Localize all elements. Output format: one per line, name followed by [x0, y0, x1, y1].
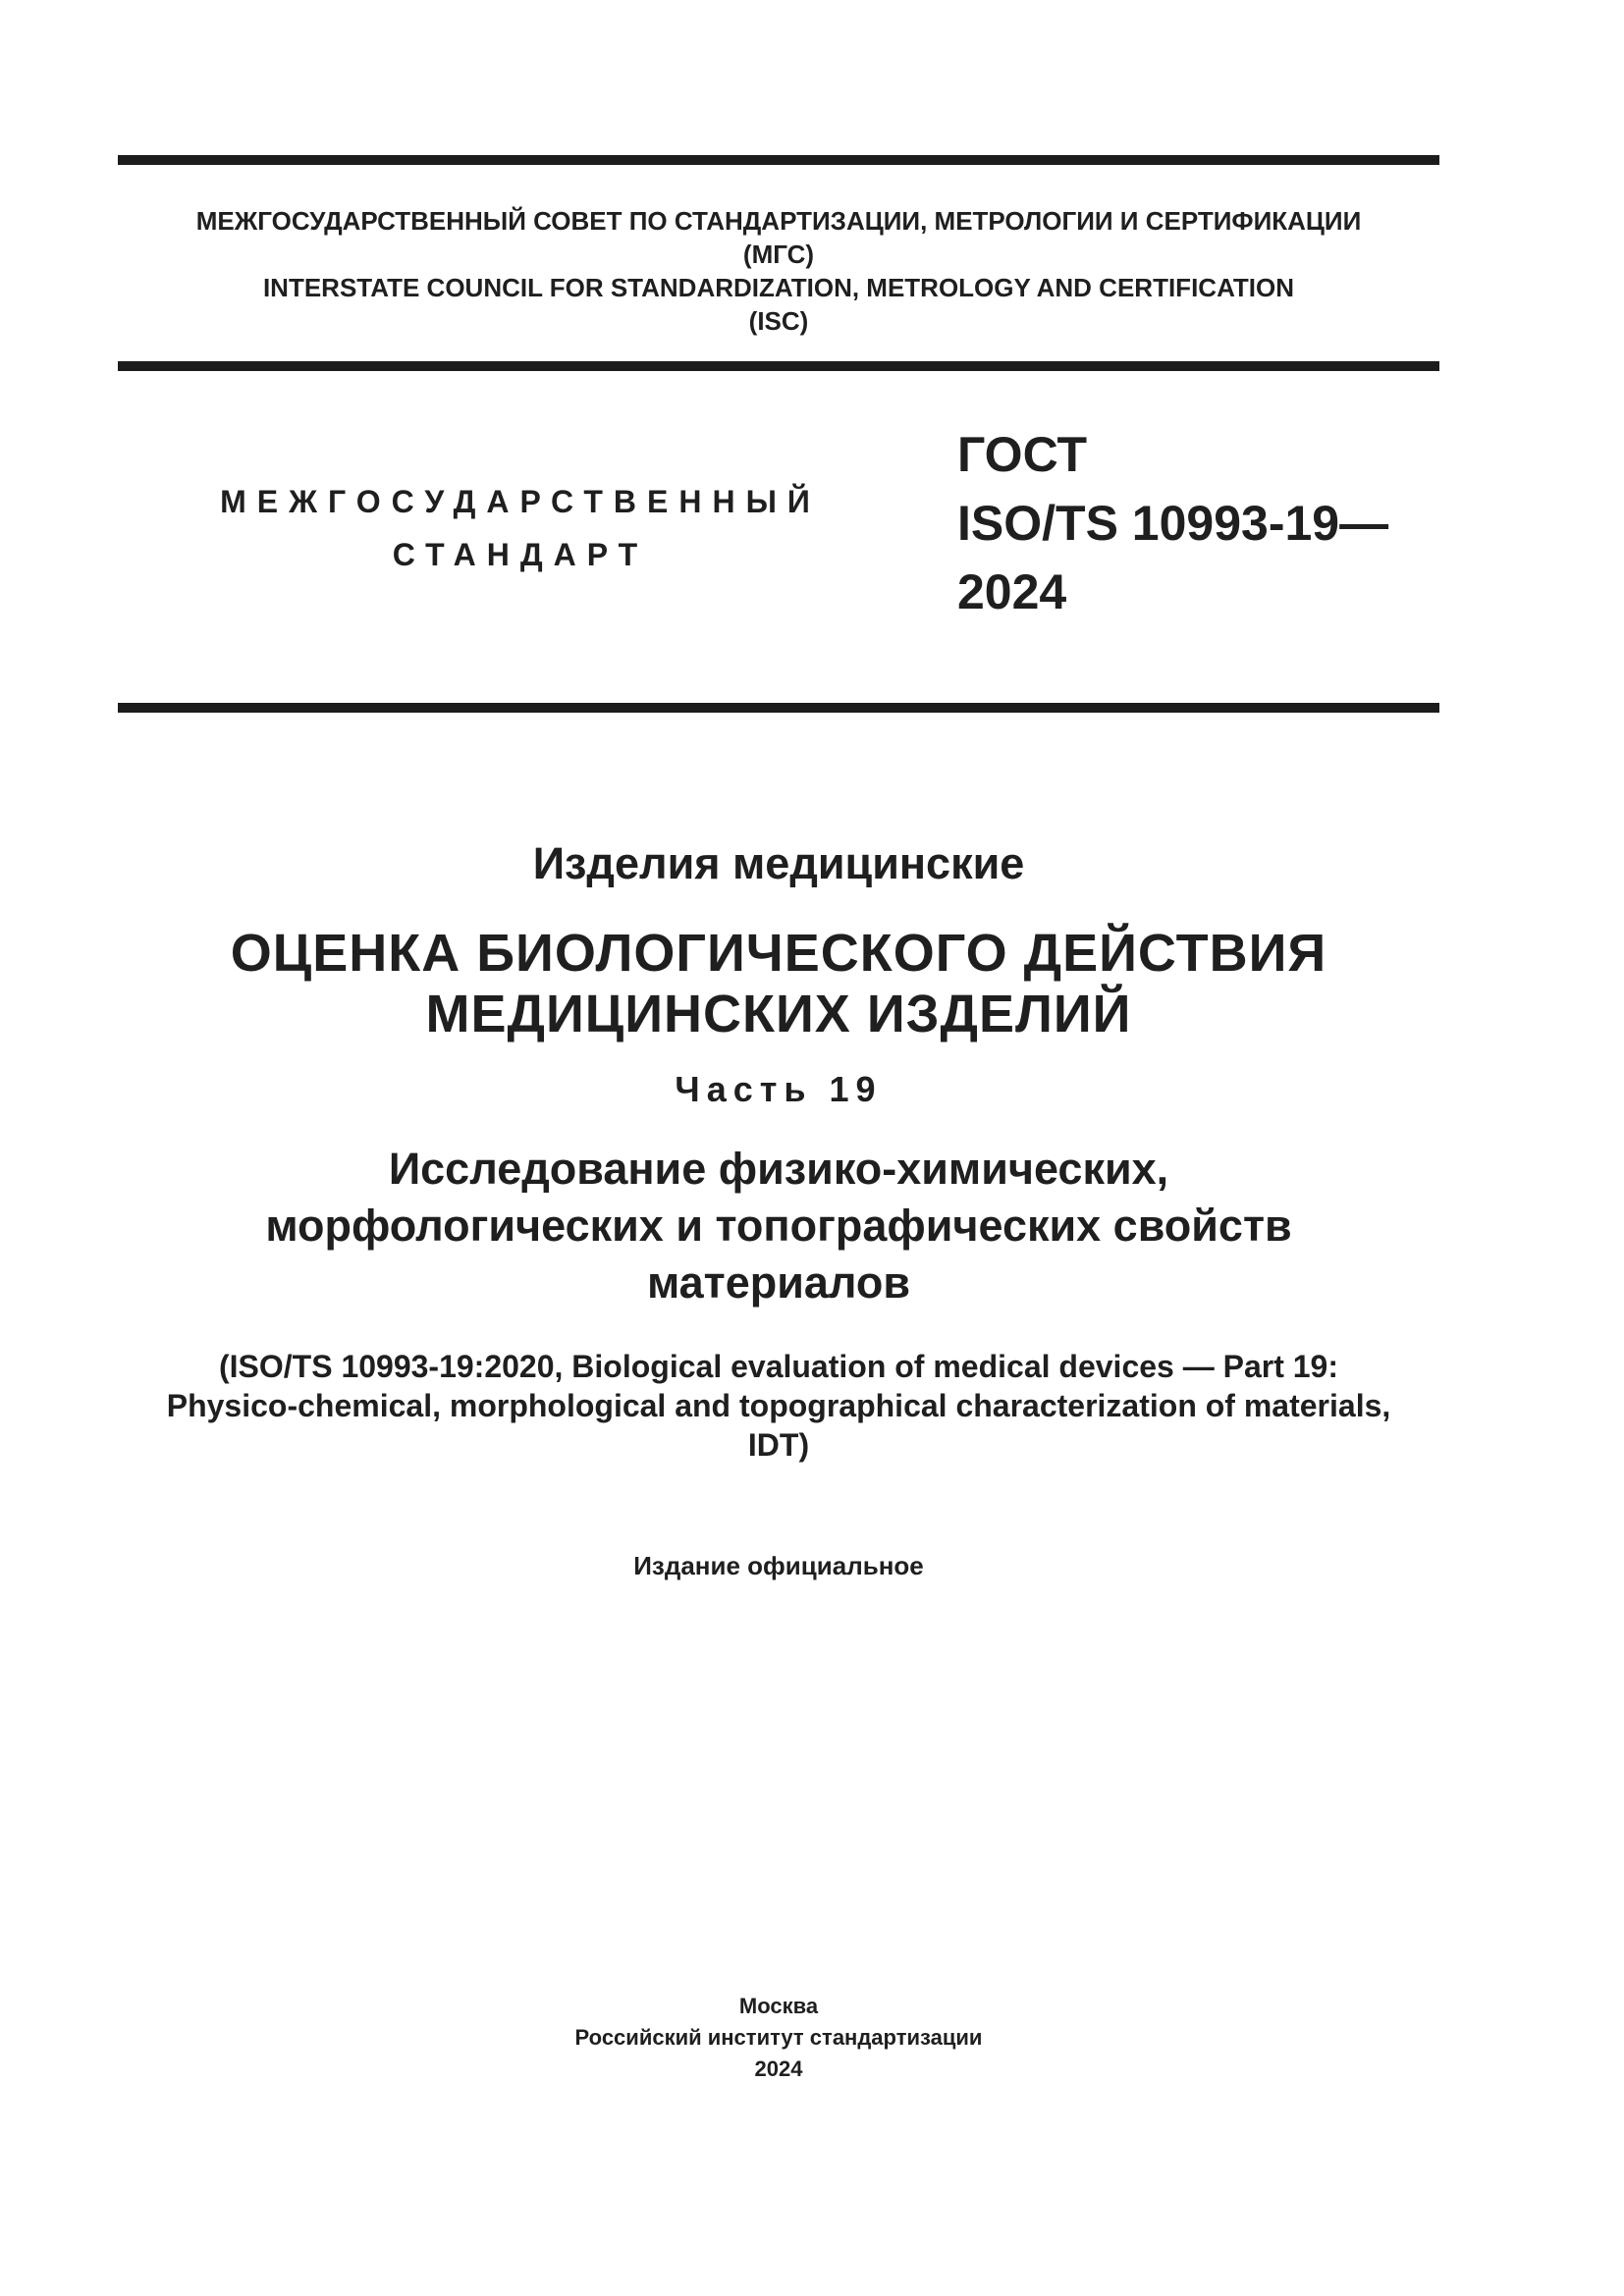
- title-block: [118, 832, 1439, 1582]
- title-sub-line2: морфологических и топографических свойств: [265, 1201, 1292, 1251]
- title-main-line1: ОЦЕНКА БИОЛОГИЧЕСКОГО ДЕЙСТВИЯ: [230, 924, 1327, 983]
- title-main-line2: МЕДИЦИНСКИХ ИЗДЕЛИЙ: [425, 985, 1132, 1043]
- council-abbr-en: (ISC): [748, 306, 809, 336]
- standard-designation: [957, 420, 1388, 626]
- designation-line2: ISO/TS 10993-19—: [957, 496, 1389, 551]
- top-rule: [118, 155, 1439, 165]
- original-line2: Physico-chemical, morphological and topographical characterization of materials,: [166, 1388, 1391, 1423]
- imprint-year: 2024: [754, 2056, 803, 2081]
- title-sub: [118, 1141, 1439, 1311]
- imprint-publisher: Российский институт стандартизации: [574, 2025, 983, 2050]
- middle-rule: [118, 361, 1439, 371]
- edition-note: Издание официальное: [633, 1551, 924, 1580]
- title-sub-line3: материалов: [646, 1257, 911, 1308]
- title-sub-line1: Исследование физико-химических,: [388, 1144, 1169, 1194]
- title-part: Часть 19: [675, 1069, 883, 1109]
- lower-rule: [118, 703, 1439, 713]
- standard-kind: [196, 475, 844, 581]
- designation-line3: 2024: [957, 564, 1067, 619]
- original-standard: [118, 1347, 1439, 1465]
- council-name-ru: МЕЖГОСУДАРСТВЕННЫЙ СОВЕТ ПО СТАНДАРТИЗАЦИИ, МЕТРОЛОГИИ И СЕРТИФИКАЦИИ: [195, 206, 1362, 236]
- title-main: [118, 923, 1439, 1044]
- standard-kind-line1: МЕЖГОСУДАРСТВЕННЫЙ: [220, 484, 821, 519]
- council-abbr-ru: (МГС): [742, 240, 815, 269]
- designation-line1: ГОСТ: [957, 427, 1087, 482]
- council-name-en: INTERSTATE COUNCIL FOR STANDARDIZATION, METROLOGY AND CERTIFICATION: [262, 273, 1295, 302]
- imprint-city: Москва: [738, 1994, 819, 2018]
- council-header: [118, 204, 1439, 338]
- original-line1: (ISO/TS 10993-19:2020, Biological evaluation of medical devices — Part 19:: [218, 1349, 1338, 1384]
- original-line3: IDT): [747, 1427, 810, 1463]
- title-group: Изделия медицинские: [532, 838, 1025, 888]
- imprint: [118, 1991, 1439, 2085]
- standard-kind-line2: СТАНДАРТ: [392, 537, 649, 572]
